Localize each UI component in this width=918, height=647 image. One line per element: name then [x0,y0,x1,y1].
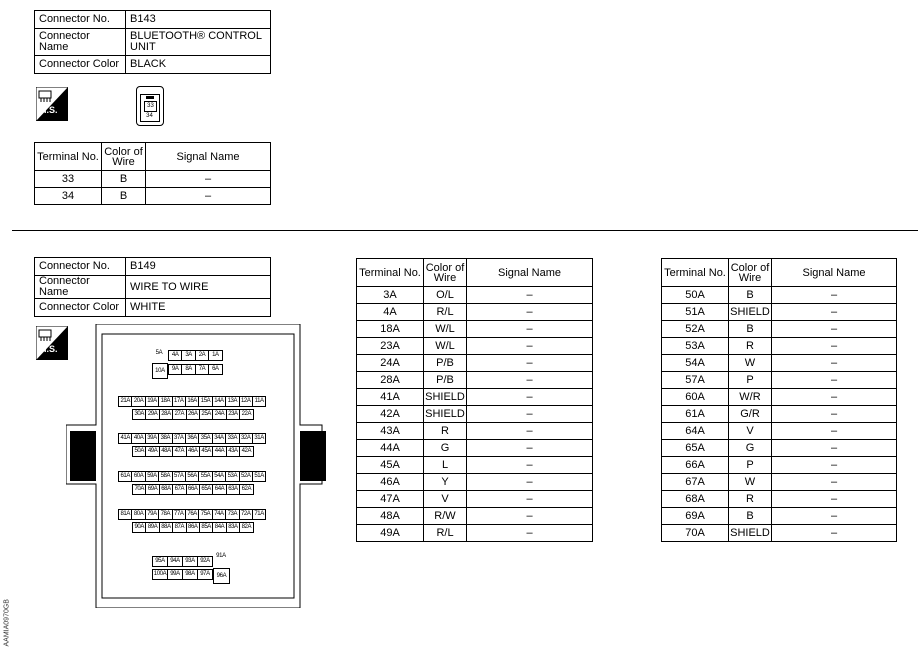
color-cell: SHIELD [424,389,467,406]
signal-cell: – [467,440,593,457]
connector2-diagram [66,324,330,608]
terminal-cell: 33 [35,171,102,188]
terminal-cell: 64A [662,423,729,440]
pin: 16A [185,396,199,407]
hs-label: H.S. [40,105,58,115]
color-cell: O/L [424,287,467,304]
pin: 73A [225,509,239,520]
pin: 58A [158,471,172,482]
terminal-cell: 43A [357,423,424,440]
terminal-header: Terminal No. [662,259,729,287]
color-cell: W [729,474,772,491]
terminal-cell: 67A [662,474,729,491]
color-cell: SHIELD [729,525,772,542]
pin: 23A [226,409,240,420]
table-row [662,389,897,406]
color-cell: R/L [424,525,467,542]
signal-cell: – [467,508,593,525]
signal-cell: – [467,406,593,423]
connector2-terminal-table-right [661,258,897,542]
pin: 17A [172,396,186,407]
signal-cell: – [467,355,593,372]
info-row [35,258,271,276]
table-row [662,491,897,508]
signal-cell: – [467,525,593,542]
pin: 61A [118,471,132,482]
info-row [35,299,271,317]
signal-cell: – [772,440,897,457]
pin: 64A [212,484,226,495]
pin: 27A [172,409,186,420]
pin: 47A [172,446,186,457]
signal-cell: – [146,188,271,205]
terminal-cell: 70A [662,525,729,542]
bottom-pin-row-2 [152,569,212,580]
table-header-row [35,143,271,171]
color-cell: P/B [424,355,467,372]
color-cell: Y [424,474,467,491]
info-label: Connector Name [35,276,126,299]
signal-cell: – [772,406,897,423]
pin-row-50a [132,446,253,457]
table-row [357,440,593,457]
table-row [662,287,897,304]
pin: 12A [239,396,253,407]
color-cell: V [729,423,772,440]
color-header: Color of Wire [424,259,467,287]
table-row [662,440,897,457]
info-label: Connector Name [35,29,126,56]
info-label: Connector No. [35,11,126,29]
pin: 29A [145,409,159,420]
pin: 14A [212,396,226,407]
connector2-info-table [34,257,271,317]
signal-cell: – [772,321,897,338]
pin: 7A [195,364,209,375]
connector1-key [146,96,154,99]
info-value: WIRE TO WIRE [126,276,271,299]
pin: 92A [197,556,213,567]
pin: 66A [186,484,200,495]
pin: 8A [181,364,195,375]
signal-cell: – [146,171,271,188]
pin: 39A [145,433,159,444]
harness-side-icon [36,87,68,121]
table-row [357,321,593,338]
color-header: Color of Wire [102,143,146,171]
table-row [662,372,897,389]
pin: 41A [118,433,132,444]
signal-cell: – [772,423,897,440]
color-cell: P [729,372,772,389]
table-row [357,372,593,389]
info-value: BLUETOOTH® CONTROL UNIT [126,29,271,56]
table-body-right [662,287,897,542]
pin: 45A [199,446,213,457]
terminal-header: Terminal No. [35,143,102,171]
terminal-cell: 45A [357,457,424,474]
color-cell: R [424,423,467,440]
table-row [662,406,897,423]
top-pin-row-2 [168,364,222,375]
pin: 52A [239,471,253,482]
info-value: B149 [126,258,271,276]
table-row [357,423,593,440]
terminal-cell: 65A [662,440,729,457]
pin: 100A [152,569,168,580]
terminal-header: Terminal No. [357,259,424,287]
pin-row-81a [118,509,265,520]
pin: 99A [167,569,183,580]
pin: 62A [239,484,253,495]
table-row [357,406,593,423]
pin: 98A [182,569,198,580]
pin: 85A [199,522,213,533]
table-row [662,474,897,491]
table-row [357,304,593,321]
color-cell: L [424,457,467,474]
table-row [662,321,897,338]
table-row [662,304,897,321]
terminal-cell: 18A [357,321,424,338]
pin: 25A [199,409,213,420]
pin-row-41a [118,433,265,444]
pin: 31A [252,433,266,444]
bottom-pin-row-1 [152,556,212,567]
signal-cell: – [467,423,593,440]
pin: 80A [131,509,145,520]
info-row [35,29,271,56]
terminal-cell: 57A [662,372,729,389]
pin: 34A [212,433,226,444]
pin: 88A [159,522,173,533]
pin: 22A [239,409,253,420]
signal-cell: – [772,491,897,508]
table-row [357,525,593,542]
pin: 77A [172,509,186,520]
terminal-cell: 47A [357,491,424,508]
pin-5a: 5A [152,346,166,360]
signal-cell: – [467,474,593,491]
pin-row-30a [132,409,253,420]
terminal-cell: 42A [357,406,424,423]
pin: 65A [199,484,213,495]
color-cell: G [729,440,772,457]
pin: 83A [226,522,240,533]
table-row [662,508,897,525]
pin: 33A [225,433,239,444]
terminal-cell: 48A [357,508,424,525]
pin-row-21a [118,396,265,407]
pin: 32A [239,433,253,444]
pin: 53A [225,471,239,482]
pin: 70A [132,484,146,495]
terminal-cell: 69A [662,508,729,525]
color-cell: R/W [424,508,467,525]
signal-header: Signal Name [146,143,271,171]
color-cell: W/L [424,338,467,355]
terminal-cell: 66A [662,457,729,474]
terminal-cell: 24A [357,355,424,372]
signal-cell: – [467,457,593,474]
table-row [357,338,593,355]
table-row [662,525,897,542]
signal-cell: – [772,474,897,491]
signal-cell: – [467,491,593,508]
color-cell: G [424,440,467,457]
terminal-cell: 60A [662,389,729,406]
pin: 72A [239,509,253,520]
pin: 28A [159,409,173,420]
color-cell: P [729,457,772,474]
signal-cell: – [467,287,593,304]
signal-cell: – [772,457,897,474]
pin: 67A [172,484,186,495]
signal-cell: – [772,389,897,406]
color-cell: B [729,508,772,525]
color-cell: G/R [729,406,772,423]
pin: 49A [145,446,159,457]
pin: 59A [145,471,159,482]
info-value: WHITE [126,299,271,317]
signal-cell: – [772,525,897,542]
pin: 89A [145,522,159,533]
pin-row-61a [118,471,265,482]
pin: 4A [168,350,182,361]
pin: 48A [159,446,173,457]
pin: 1A [208,350,222,361]
pin: 54A [212,471,226,482]
pin: 81A [118,509,132,520]
terminal-cell: 52A [662,321,729,338]
color-cell: SHIELD [424,406,467,423]
pin: 6A [208,364,222,375]
table-row [357,508,593,525]
pin: 82A [239,522,253,533]
terminal-cell: 54A [662,355,729,372]
pin: 46A [186,446,200,457]
terminal-cell: 68A [662,491,729,508]
pin: 56A [185,471,199,482]
info-row [35,56,271,74]
signal-cell: – [467,338,593,355]
color-cell: R [729,338,772,355]
pin: 36A [185,433,199,444]
info-row [35,276,271,299]
table-row [662,338,897,355]
color-cell: W/L [424,321,467,338]
signal-cell: – [467,321,593,338]
pin: 71A [252,509,266,520]
pin: 26A [186,409,200,420]
pin: 97A [197,569,213,580]
table-row [662,457,897,474]
signal-header: Signal Name [772,259,897,287]
signal-cell: – [772,372,897,389]
signal-cell: – [772,508,897,525]
table-row [662,355,897,372]
pin: 40A [131,433,145,444]
pin: 57A [172,471,186,482]
color-cell: B [729,287,772,304]
signal-cell: – [772,287,897,304]
terminal-cell: 50A [662,287,729,304]
info-row [35,11,271,29]
pin-96a: 96A [213,568,230,584]
pin-91a: 91A [214,552,228,561]
pin: 18A [158,396,172,407]
pin: 19A [145,396,159,407]
pin: 69A [145,484,159,495]
table-row [357,474,593,491]
terminal-cell: 49A [357,525,424,542]
pin: 15A [198,396,212,407]
pin: 50A [132,446,146,457]
pin: 42A [239,446,253,457]
terminal-cell: 46A [357,474,424,491]
table-row [35,171,271,188]
table-row [357,287,593,304]
info-value: B143 [126,11,271,29]
table-body-left [357,287,593,542]
terminal-cell: 4A [357,304,424,321]
connector1-diagram [136,86,164,126]
pin: 44A [212,446,226,457]
top-pin-block [152,346,228,380]
color-cell: W [729,355,772,372]
color-cell: R [729,491,772,508]
terminal-cell: 41A [357,389,424,406]
hs-label: H.S. [40,344,58,354]
table-row [662,423,897,440]
connector1-info-table [34,10,271,74]
pin: 60A [131,471,145,482]
pin: 35A [198,433,212,444]
pin: 68A [159,484,173,495]
pin: 21A [118,396,132,407]
pin: 30A [132,409,146,420]
pin: 94A [167,556,183,567]
pin: 75A [198,509,212,520]
pin: 13A [225,396,239,407]
pin: 55A [198,471,212,482]
pin: 37A [172,433,186,444]
pin: 20A [131,396,145,407]
pin: 86A [186,522,200,533]
color-cell: P/B [424,372,467,389]
pin-33: 33 [144,101,157,112]
pin: 78A [158,509,172,520]
pin: 11A [252,396,266,407]
terminal-cell: 61A [662,406,729,423]
terminal-cell: 28A [357,372,424,389]
info-label: Connector Color [35,299,126,317]
info-label: Connector Color [35,56,126,74]
pin-row-70a [132,484,253,495]
pin: 43A [226,446,240,457]
signal-cell: – [467,389,593,406]
table-row [357,457,593,474]
table-header-row [662,259,897,287]
terminal-cell: 53A [662,338,729,355]
table-row [357,491,593,508]
pin: 38A [158,433,172,444]
table-header-row [357,259,593,287]
pin: 2A [195,350,209,361]
signal-header: Signal Name [467,259,593,287]
terminal-cell: 34 [35,188,102,205]
color-cell: W/R [729,389,772,406]
table-row [357,389,593,406]
section-divider [12,230,918,231]
info-label: Connector No. [35,258,126,276]
color-cell: SHIELD [729,304,772,321]
pin: 95A [152,556,168,567]
signal-cell: – [467,372,593,389]
harness-side-icon [36,326,68,360]
top-pin-row-1 [168,350,222,361]
pin: 87A [172,522,186,533]
pin: 90A [132,522,146,533]
pin: 24A [212,409,226,420]
terminal-cell: 3A [357,287,424,304]
info-value: BLACK [126,56,271,74]
signal-cell: – [772,338,897,355]
pin: 3A [181,350,195,361]
pin: 9A [168,364,182,375]
color-cell: R/L [424,304,467,321]
signal-cell: – [772,304,897,321]
pin: 93A [182,556,198,567]
color-header: Color of Wire [729,259,772,287]
pin-row-90a [132,522,253,533]
connector1-terminal-table [34,142,271,205]
color-cell: V [424,491,467,508]
pin: 51A [252,471,266,482]
pin: 84A [212,522,226,533]
color-cell: B [102,171,146,188]
pin: 74A [212,509,226,520]
table-row [35,188,271,205]
side-code: AAMIA0970GB [3,599,11,647]
connector2-terminal-table-left [356,258,593,542]
table-row [357,355,593,372]
terminal-cell: 44A [357,440,424,457]
color-cell: B [102,188,146,205]
signal-cell: – [772,355,897,372]
terminal-cell: 51A [662,304,729,321]
pin: 63A [226,484,240,495]
pin: 76A [185,509,199,520]
pin: 79A [145,509,159,520]
signal-cell: – [467,304,593,321]
pin-34: 34 [146,113,153,119]
color-cell: B [729,321,772,338]
pin-10a: 10A [152,363,168,379]
terminal-cell: 23A [357,338,424,355]
